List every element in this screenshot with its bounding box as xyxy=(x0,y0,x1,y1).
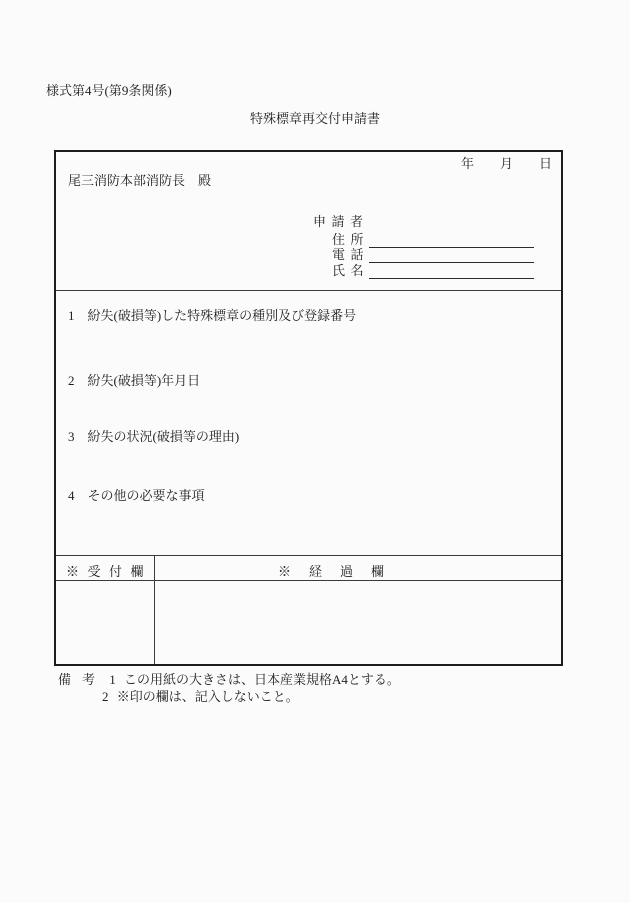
applicant-block xyxy=(313,214,534,279)
remark-line-2 xyxy=(58,688,400,705)
remark-1-text: この用紙の大きさは、日本産業規格A4とする。 xyxy=(124,672,400,687)
remark-2-text: ※印の欄は、記入しないこと。 xyxy=(116,689,299,704)
address-label: 住所 xyxy=(332,231,370,247)
form-item-4: 4 その他の必要な事項 xyxy=(68,488,205,503)
table-header-bottom-line xyxy=(56,580,561,581)
form-item-1: 1 紛失(破損等)した特殊標章の種別及び登録番号 xyxy=(68,308,357,323)
remark-2-number: 2 xyxy=(102,689,109,704)
phone-label: 電話 xyxy=(332,247,370,262)
applicant-name-row xyxy=(313,263,534,279)
table-top-line xyxy=(56,555,561,556)
table-column-divider xyxy=(154,555,155,664)
address-fill-line xyxy=(369,234,534,248)
remarks-label: 備考 xyxy=(58,672,107,687)
progress-column-header: ※経過欄 xyxy=(278,564,403,579)
remark-1-number: 1 xyxy=(109,672,116,687)
name-fill-line xyxy=(369,265,534,279)
form-item-2: 2 紛失(破損等)年月日 xyxy=(68,373,201,388)
form-item-3: 3 紛失の状況(破損等の理由) xyxy=(68,429,240,444)
applicant-heading: 申請者 xyxy=(313,214,369,229)
form-number: 様式第4号(第9条関係) xyxy=(46,83,172,98)
remarks-block xyxy=(58,671,400,705)
date-line: 年 月 日 xyxy=(460,156,552,171)
application-form-box xyxy=(54,150,563,666)
remark-line-1 xyxy=(58,671,400,688)
addressee-line: 尾三消防本部消防長 殿 xyxy=(68,173,212,188)
section-divider-line xyxy=(56,290,561,291)
reception-column-header: ※受付欄 xyxy=(65,564,152,579)
name-label: 氏名 xyxy=(332,262,370,278)
document-title: 特殊標章再交付申請書 xyxy=(249,111,380,126)
phone-fill-line xyxy=(369,249,534,263)
